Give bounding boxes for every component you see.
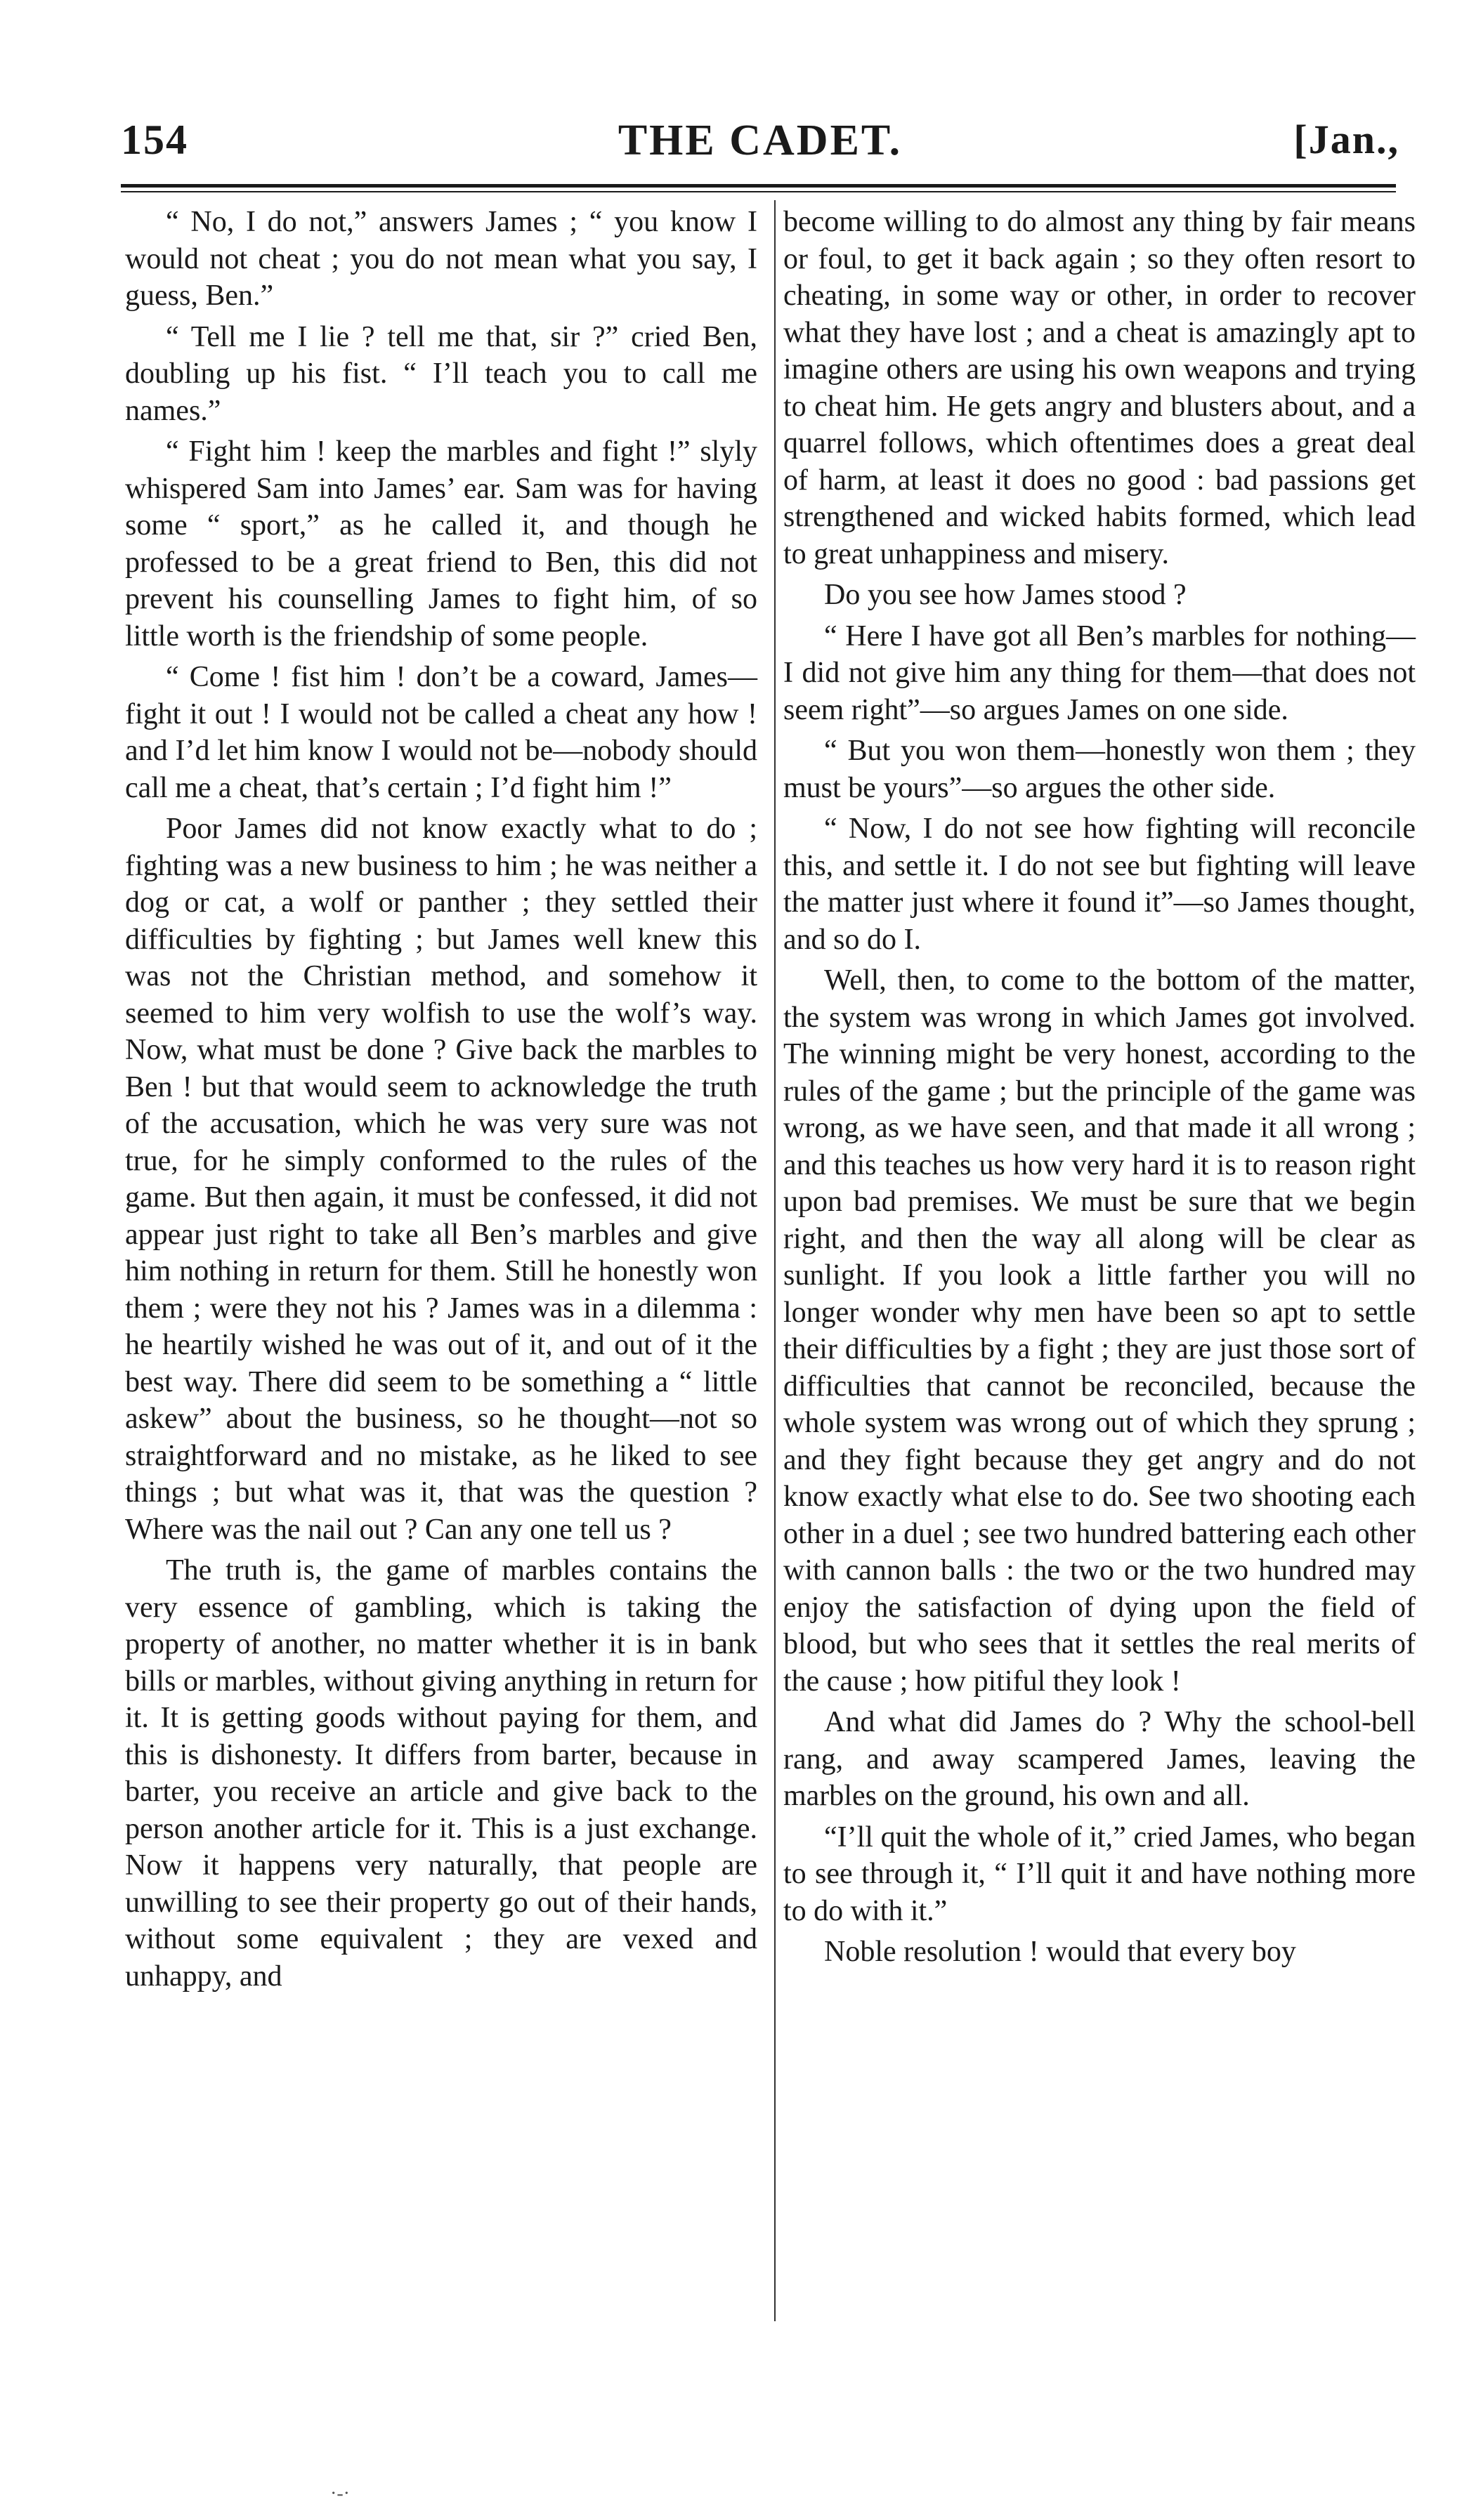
print-smudge: ·-·	[330, 2483, 350, 2505]
paragraph: “I’ll quit the whole of it,” cried James, who began to see through it, “ I’ll quit it and have nothing more to do with it.”	[783, 1820, 1416, 1927]
right-column	[783, 204, 1416, 1975]
journal-title: THE CADET.	[618, 117, 903, 164]
paragraph: “ Fight him ! keep the marbles and fight !” slyly whispered Sam into James’ ear. Sam was for having some “ sport,” as he called it, and though he professed to be a great friend to Ben, this did not prevent his counselling James to fight him, of so little worth is the friendship of some people.	[125, 435, 757, 652]
running-head	[121, 116, 1399, 179]
left-column	[125, 204, 757, 1999]
page-number: 154	[121, 117, 188, 163]
paragraph: The truth is, the game of marbles contains the very essence of gambling, which is taking the property of another, no matter whether it is in bank bills or marbles, without giving anything in return for it. It is getting goods without paying for them, and this is dishonesty. It differs from barter, because in barter, you receive an article and give back to the person another article for it. This is a just exchange. Now it happens very naturally, that people are unwilling to see their property go out of their hands, without some equivalent ; they are vexed and unhappy, and	[125, 1554, 757, 1993]
paragraph: Do you see how James stood ?	[824, 579, 1187, 611]
paragraph: “ But you won them—honestly won them ; they must be yours”—so argues the other side.	[783, 735, 1416, 804]
paragraph: “ No, I do not,” answers James ; “ you know I would not cheat ; you do not mean what you say, I guess, Ben.”	[125, 206, 757, 312]
issue-month: [Jan.,	[1293, 117, 1399, 162]
header-rule-thin	[121, 191, 1396, 192]
paragraph: And what did James do ? Why the school-bell rang, and away scampered James, leaving the marbles on the ground, his own and all.	[783, 1706, 1416, 1812]
header-rule	[121, 184, 1396, 188]
paragraph: “ Now, I do not see how fighting will reconcile this, and settle it. I do not see but fighting will leave the matter just where it found it”—so James thought, and so do I.	[783, 813, 1416, 956]
paragraph: Well, then, to come to the bottom of the matter, the system was wrong in which James got involved. The winning might be very honest, according to the rules of the game ; but the principle of the game was wrong, as we have seen, and that made it all wrong ; and this teaches us how very hard it is to reason right upon bad premises. We must be sure that we begin right, and then the way all along will be clear as sunlight. If you look a little farther you will no longer wonder why men have been so apt to settle their difficulties by a fight ; they are just those sort of difficulties that cannot be reconciled, because the whole system was wrong out of which they sprung ; and they fight because they get angry and do not know exactly what else to do. See two shooting each other in a duel ; see two hundred battering each other with cannon balls : the two or the two hundred may enjoy the satisfaction of dying upon the field of blood, but who sees that it settles the real merits of the cause ; how pitiful they look !	[783, 964, 1416, 1698]
paragraph: “ Tell me I lie ? tell me that, sir ?” cried Ben, doubling up his fist. “ I’ll teach you to call me names.”	[125, 320, 757, 427]
paragraph: become willing to do almost any thing by fair means or foul, to get it back again ; so they often resort to cheating, in some way or other, in order to recover what they have lost ; and a cheat is amazingly apt to imagine others are using his own weapons and trying to cheat him. He gets angry and blusters about, and a quarrel follows, which oftentimes does a great deal of harm, at least it does no good : bad passions get strengthened and wicked habits formed, which lead to great unhappiness and misery.	[783, 206, 1416, 570]
column-divider	[774, 200, 776, 2321]
paragraph: “ Here I have got all Ben’s marbles for nothing—I did not give him any thing for them—that does not seem right”—so argues James on one side.	[783, 619, 1416, 726]
paragraph: Noble resolution ! would that every boy	[824, 1936, 1296, 1968]
paragraph: Poor James did not know exactly what to do ; fighting was a new business to him ; he was neither a dog or cat, a wolf or panther ; they settled their difficulties by fighting ; but James well knew this was not the Christian method, and somehow it seemed to him very wolfish to use the wolf’s way. Now, what must be done ? Give back the marbles to Ben ! but that would seem to acknowledge the truth of the accusation, which he was very sure was not true, for he simply conformed to the rules of the game. But then again, it must be confessed, it did not appear just right to take all Ben’s marbles and give him nothing in return for them. Still he honestly won them ; were they not his ? James was in a dilemma : he heartily wished he was out of it, and out of it the best way. There did seem to be something a “ little askew” about the business, so he thought—not so straightforward and no mistake, as he liked to see things ; but what was it, that was the question ? Where was the nail out ? Can any one tell us ?	[125, 813, 757, 1546]
paragraph: “ Come ! fist him ! don’t be a coward, James—fight it out ! I would not be called a cheat any how ! and I’d let him know I would not be—nobody should call me a cheat, that’s certain ; I’d fight him !”	[125, 661, 757, 804]
